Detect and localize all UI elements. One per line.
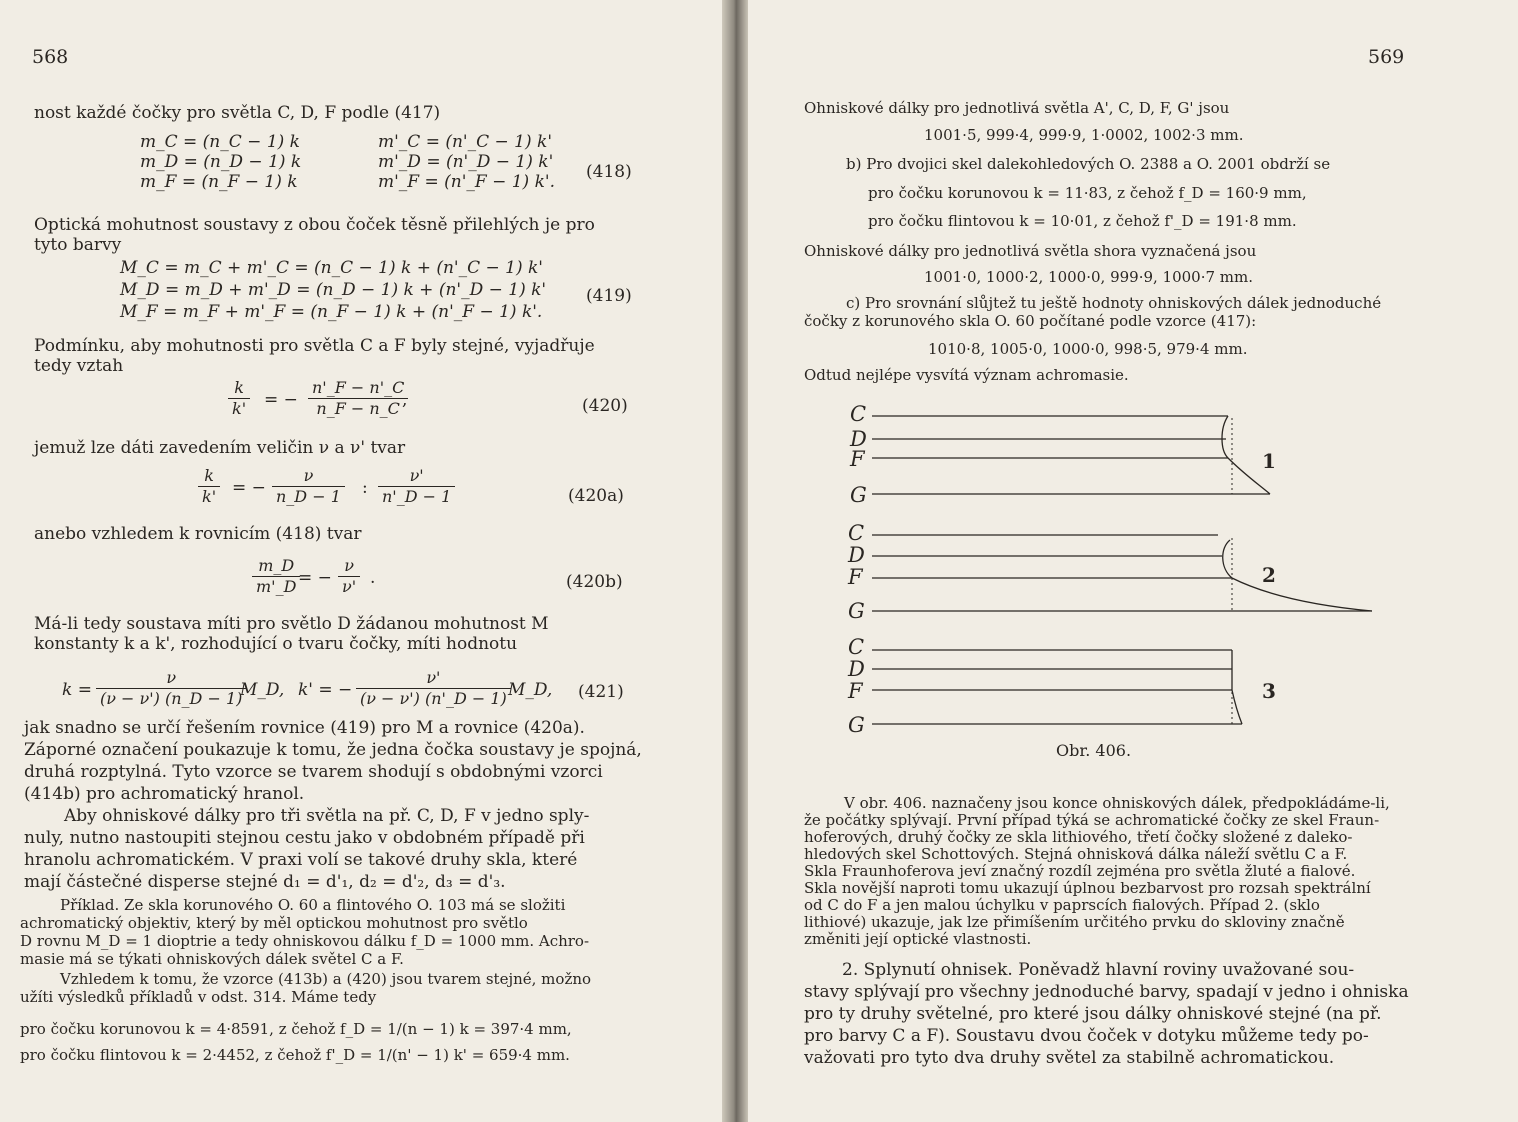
text-line: hranolu achromatickém. V praxi volí se takové druhy skla, které [24, 850, 578, 870]
focal-curve [1232, 650, 1242, 724]
text-line: pro čočku korunovou k = 11·83, z čehož f_D = 160·9 mm, [868, 184, 1307, 202]
caption-line: lithiové) ukazuje, jak lze přimíšením určitého prvku do skloviny značně [804, 913, 1345, 931]
equation-number: (420b) [566, 572, 623, 592]
caption-line: od C do F a jen malou úchylku v paprscích fialových. Případ 2. (sklo [804, 896, 1320, 914]
punctuation: , [402, 390, 408, 410]
numerator: ν' [356, 668, 511, 689]
fraction [308, 378, 408, 419]
equation-line: M_D = m_D + m'_D = (n_D − 1) k + (n'_D − 1) k' [120, 280, 547, 300]
equation-line: m'_D = (n'_D − 1) k' [378, 152, 554, 172]
figure-case-2 [847, 521, 1372, 623]
section-line: pro ty druhy světelné, pro které jsou dálky ohniskové stejné (na př. [804, 1004, 1382, 1024]
text-line: Podmínku, aby mohutnosti pro světla C a F byly stejné, vyjadřuje [34, 336, 595, 356]
example-line: D rovnu M_D = 1 dioptrie a tedy ohniskovou dálku f_D = 1000 mm. Achro- [20, 932, 590, 950]
page-number-left: 568 [32, 46, 69, 68]
example-line: achromatický objektiv, který by měl optickou mohutnost pro světlo [20, 914, 528, 932]
example-line: Vzhledem k tomu, že vzorce (413b) a (420) jsou tvarem stejné, možno [60, 970, 592, 988]
example-line: pro čočku flintovou k = 2·4452, z čehož f'_D = 1/(n' − 1) k' = 659·4 mm. [20, 1046, 570, 1064]
case-number: 2 [1262, 563, 1276, 587]
equation-line: M_F = m_F + m'_F = (n_F − 1) k + (n'_F − 1) k'. [120, 302, 543, 322]
example-line: Příklad. Ze skla korunového O. 60 a flintového O. 103 má se složiti [60, 896, 566, 914]
text-line: anebo vzhledem k rovnicím (418) tvar [34, 524, 362, 544]
caption-line: Skla Fraunhoferova jeví značný rozdíl zejména pro světla žluté a fialové. [804, 862, 1356, 880]
text-line: Optická mohutnost soustavy z obou čoček těsně přilehlých je pro [34, 215, 595, 235]
denominator: (ν − ν') (n'_D − 1) [360, 689, 507, 708]
colon: : [362, 478, 368, 498]
punctuation: . [370, 568, 376, 588]
denominator: n'_D − 1 [382, 487, 452, 506]
caption-line: hoferových, druhý čočky ze skla lithiového, třetí čočky složené z daleko- [804, 828, 1353, 846]
text-line: tedy vztah [34, 356, 124, 376]
equation-line: m_C = (n_C − 1) k [140, 132, 300, 152]
denominator: k' [232, 399, 247, 418]
fraction [272, 466, 345, 507]
numerator: ν [96, 668, 246, 689]
section-line: stavy splývají pro všechny jednoduché barvy, spadají v jedno i ohniska [804, 982, 1409, 1002]
label-g: G [848, 713, 865, 737]
denominator: k' [202, 487, 217, 506]
section-line: 2. Splynutí ohnisek. Poněvadž hlavní roviny uvažované sou- [842, 960, 1355, 980]
numerator: ν [338, 556, 360, 577]
caption-line: hledových skel Schottových. Stejná ohnisková dálka náleží světlu C a F. [804, 845, 1348, 863]
text-line: nost každé čočky pro světla C, D, F podle (417) [34, 103, 441, 123]
example-line: užíti výsledků příkladů v odst. 314. Máme tedy [20, 988, 377, 1006]
equation-number: (420a) [568, 486, 624, 506]
label-f: F [848, 679, 863, 703]
text-line: c) Pro srovnání slůjtež tu ještě hodnoty ohniskových dálek jednoduché [846, 294, 1382, 312]
text-line: 1001·5, 999·4, 999·9, 1·0002, 1002·3 mm. [924, 126, 1244, 144]
label-f: F [848, 565, 863, 589]
fraction [356, 668, 511, 709]
caption-line: změniti její optické vlastnosti. [804, 930, 1032, 948]
text-line: (414b) pro achromatický hranol. [24, 784, 305, 804]
label-g: G [848, 599, 865, 623]
text-line: Ohniskové dálky pro jednotlivá světla A', C, D, F, G' jsou [804, 99, 1230, 117]
figure-caption: Obr. 406. [1056, 741, 1132, 760]
case-number: 3 [1262, 679, 1276, 703]
figure-case-1 [849, 402, 1276, 507]
equation-line: m'_F = (n'_F − 1) k'. [378, 172, 555, 192]
fraction [96, 668, 246, 709]
text-line: konstanty k a k', rozhodující o tvaru čočky, míti hodnotu [34, 634, 518, 654]
caption-line: že počátky splývají. První případ týká se achromatické čočky ze skel Fraun- [804, 811, 1380, 829]
section-line: pro barvy C a F). Soustavu dvou čoček v dotyku můžeme tedy po- [804, 1026, 1369, 1046]
text-line: 1010·8, 1005·0, 1000·0, 998·5, 979·4 mm. [928, 340, 1248, 358]
figure-case-3 [847, 635, 1276, 737]
fraction [338, 556, 360, 597]
equals-sign: = − [232, 478, 266, 498]
book-spine [722, 0, 748, 1122]
section-line: važovati pro tyto dva druhy světel za stabilně achromatickou. [804, 1048, 1335, 1068]
right-page [748, 0, 1518, 1122]
text-line: mají částečné disperse stejné d₁ = d'₁, d₂ = d'₂, d₃ = d'₃. [24, 872, 506, 892]
label-c: C [850, 402, 867, 426]
equation-number: (419) [586, 286, 632, 306]
label-c: C [848, 635, 865, 659]
numerator: k [228, 378, 250, 399]
text-line: 1001·0, 1000·2, 1000·0, 999·9, 1000·7 mm. [924, 268, 1254, 286]
text-line: druhá rozptylná. Tyto vzorce se tvarem shodují s obdobnými vzorci [24, 762, 603, 782]
numerator: n'_F − n'_C [308, 378, 408, 399]
denominator: n_D − 1 [276, 487, 341, 506]
label-d: D [848, 543, 865, 567]
label-f: F [850, 447, 865, 471]
text-line: jemuž lze dáti zavedením veličin ν a ν' tvar [34, 438, 406, 458]
case-number: 1 [1262, 449, 1276, 473]
equation-line: m_F = (n_F − 1) k [140, 172, 298, 192]
fraction [378, 466, 455, 507]
left-page [0, 0, 722, 1122]
fraction [252, 556, 300, 597]
equation-lhs: k' = − [298, 680, 353, 700]
denominator: n_F − n_C [316, 399, 400, 418]
label-d: D [850, 427, 867, 451]
text-line: Záporné označení poukazuje k tomu, že jedna čočka soustavy je spojná, [24, 740, 642, 760]
caption-line: V obr. 406. naznačeny jsou konce ohniskových dálek, předpokládáme-li, [844, 794, 1390, 812]
numerator: m_D [252, 556, 300, 577]
fraction [228, 378, 250, 419]
denominator: (ν − ν') (n_D − 1) [100, 689, 243, 708]
numerator: k [198, 466, 220, 487]
text-line: b) Pro dvojici skel dalekohledových O. 2388 a O. 2001 obdrží se [846, 155, 1331, 173]
text-line: Má-li tedy soustava míti pro světlo D žádanou mohutnost M [34, 614, 549, 634]
example-line: pro čočku korunovou k = 4·8591, z čehož f_D = 1/(n − 1) k = 397·4 mm, [20, 1020, 572, 1038]
example-line: masie má se týkati ohniskových dálek světel C a F. [20, 950, 404, 968]
label-d: D [848, 657, 865, 681]
label-c: C [848, 521, 865, 545]
text-line: Aby ohniskové dálky pro tři světla na př. C, D, F v jedno sply- [64, 806, 590, 826]
denominator: ν' [342, 577, 357, 596]
fraction [198, 466, 220, 507]
text-line: tyto barvy [34, 235, 122, 255]
text-line: jak snadno se určí řešením rovnice (419) pro M a rovnice (420a). [24, 718, 585, 738]
text-line: Odtud nejlépe vysvítá význam achromasie. [804, 366, 1129, 384]
equation-term: M_D, [508, 680, 553, 700]
figure-406 [748, 0, 1518, 760]
label-g: G [850, 483, 867, 507]
equation-line: M_C = m_C + m'_C = (n_C − 1) k + (n'_C − 1) k' [120, 258, 543, 278]
equation-number: (421) [578, 682, 624, 702]
equation-line: m_D = (n_D − 1) k [140, 152, 302, 172]
text-line: nuly, nutno nastoupiti stejnou cestu jako v obdobném případě při [24, 828, 585, 848]
text-line: Ohniskové dálky pro jednotlivá světla shora vyznačená jsou [804, 242, 1257, 260]
equals-sign: = − [264, 390, 298, 410]
equation-line: m'_C = (n'_C − 1) k' [378, 132, 552, 152]
text-line: čočky z korunového skla O. 60 počítané podle vzorce (417): [804, 312, 1257, 330]
page-number-right: 569 [1368, 46, 1405, 68]
focal-curve [1223, 540, 1372, 611]
numerator: ν' [378, 466, 455, 487]
caption-line: Skla novější naproti tomu ukazují úplnou bezbarvost pro rozsah spektrální [804, 879, 1371, 897]
equals-sign: = − [298, 568, 332, 588]
denominator: m'_D [256, 577, 297, 596]
text-line: pro čočku flintovou k = 10·01, z čehož f'_D = 191·8 mm. [868, 212, 1297, 230]
equation-number: (420) [582, 396, 628, 416]
equation-number: (418) [586, 162, 632, 182]
numerator: ν [272, 466, 345, 487]
equation-term: M_D, [240, 680, 285, 700]
equation-lhs: k = [62, 680, 92, 700]
